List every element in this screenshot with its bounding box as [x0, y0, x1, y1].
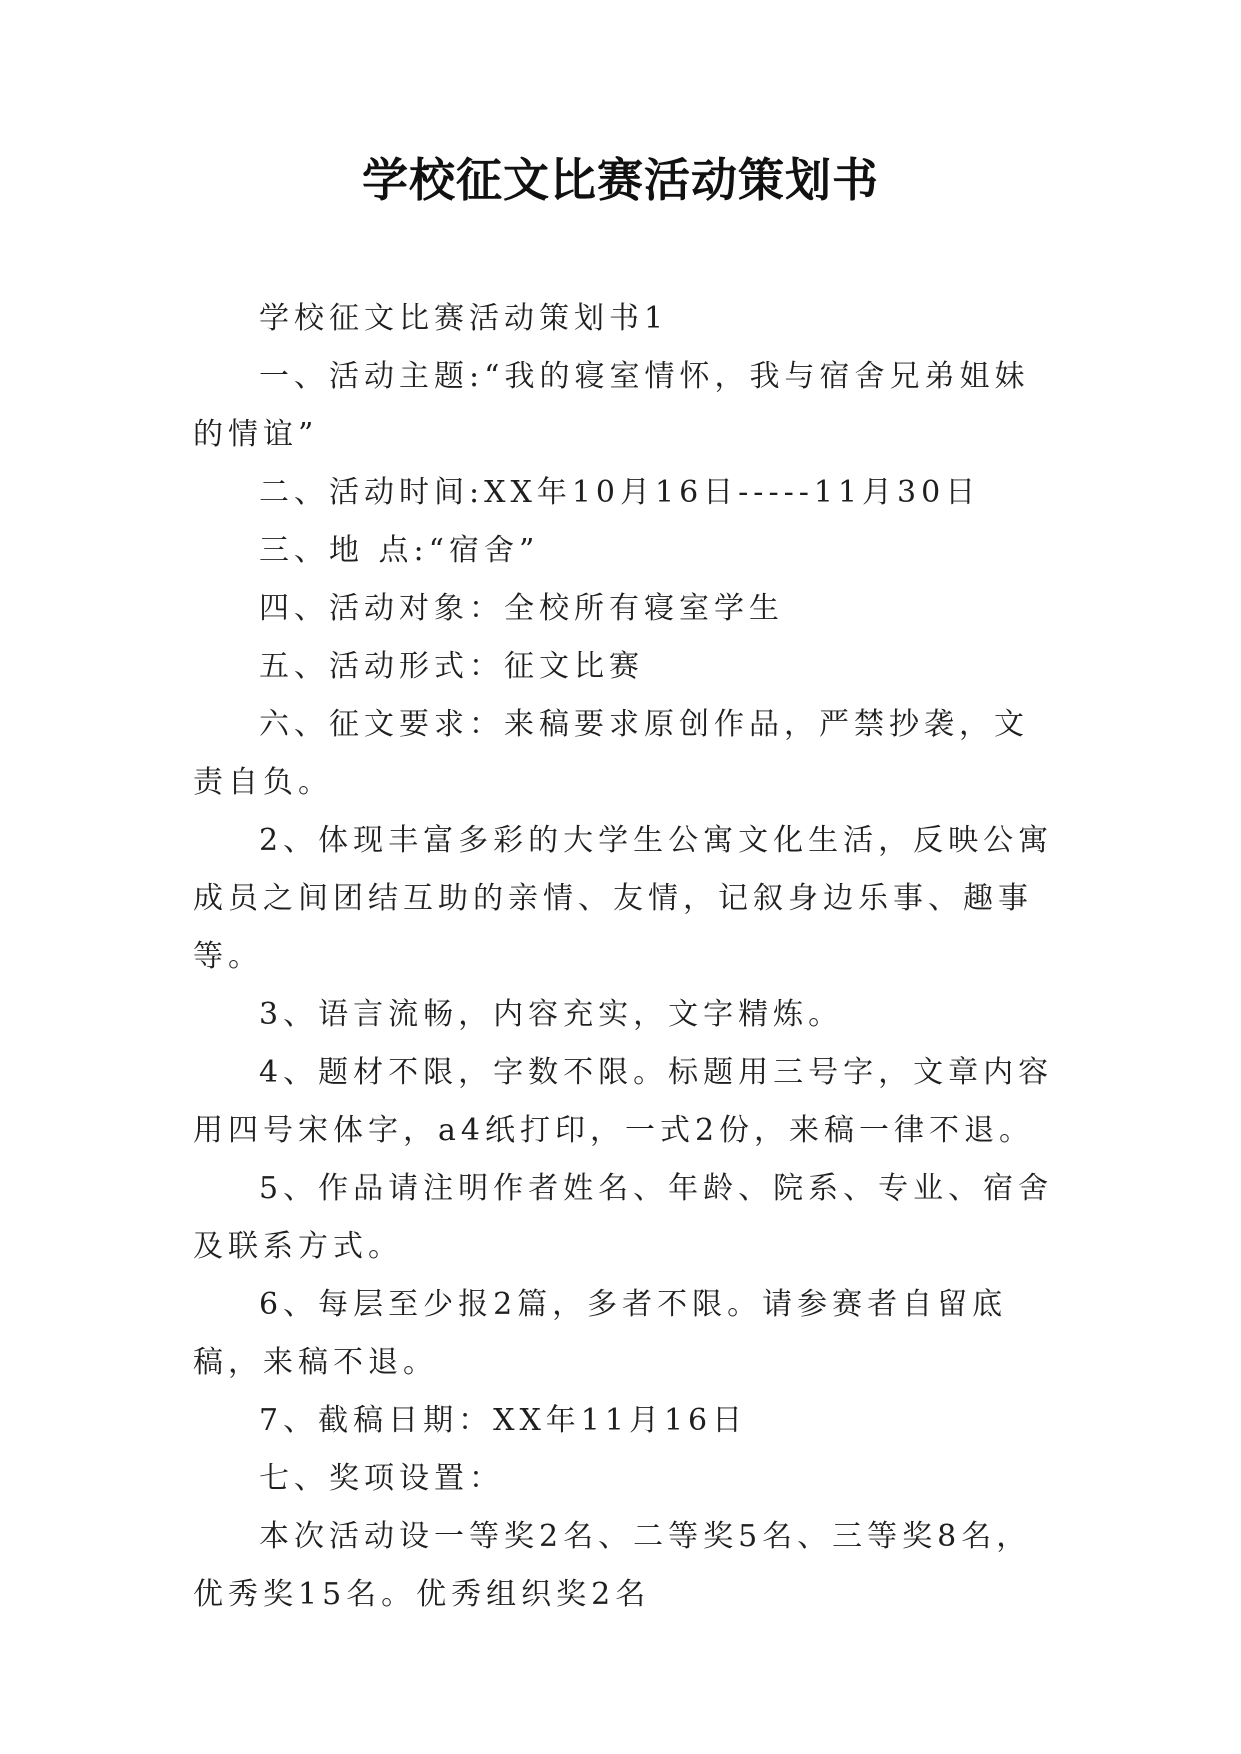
paragraph-requirements: 六、征文要求：来稿要求原创作品，严禁抄袭，文责自负。: [193, 707, 1029, 800]
paragraph-subtitle: 学校征文比赛活动策划书1: [259, 301, 669, 336]
document-title: 学校征文比赛活动策划书: [362, 153, 879, 207]
document-body: [193, 290, 1055, 1624]
paragraph-activity-time: 二、活动时间:XX年10月16日-----11月30日: [259, 475, 981, 510]
paragraph-location: 三、地 点:“宿舍”: [259, 533, 540, 568]
paragraph-awards-heading: 七、奖项设置：: [259, 1461, 504, 1496]
paragraph-requirement-6: 6、每层至少报2篇，多者不限。请参赛者自留底稿，来稿不退。: [193, 1287, 1008, 1380]
paragraph-awards-detail: 本次活动设一等奖2名、二等奖5名、三等奖8名，优秀奖15名。优秀组织奖2名: [193, 1519, 1032, 1612]
paragraph-deadline: 7、截稿日期：XX年11月16日: [259, 1403, 748, 1438]
paragraph-activity-theme: 一、活动主题:“我的寝室情怀，我与宿舍兄弟姐妹的情谊”: [193, 359, 1030, 452]
paragraph-requirement-4: 4、题材不限，字数不限。标题用三号字，文章内容用四号宋体字，a4纸打印，一式2份，来稿一律不退。: [193, 1055, 1054, 1148]
paragraph-requirement-5: 5、作品请注明作者姓名、年龄、院系、专业、宿舍及联系方式。: [193, 1171, 1054, 1264]
paragraph-activity-format: 五、活动形式：征文比赛: [259, 649, 644, 684]
paragraph-target-audience: 四、活动对象：全校所有寝室学生: [259, 591, 784, 626]
paragraph-requirement-2: 2、体现丰富多彩的大学生公寓文化生活，反映公寓成员之间团结互助的亲情、友情，记叙身边乐事、趣事等。: [193, 823, 1054, 974]
paragraph-requirement-3: 3、语言流畅，内容充实，文字精炼。: [259, 997, 844, 1032]
